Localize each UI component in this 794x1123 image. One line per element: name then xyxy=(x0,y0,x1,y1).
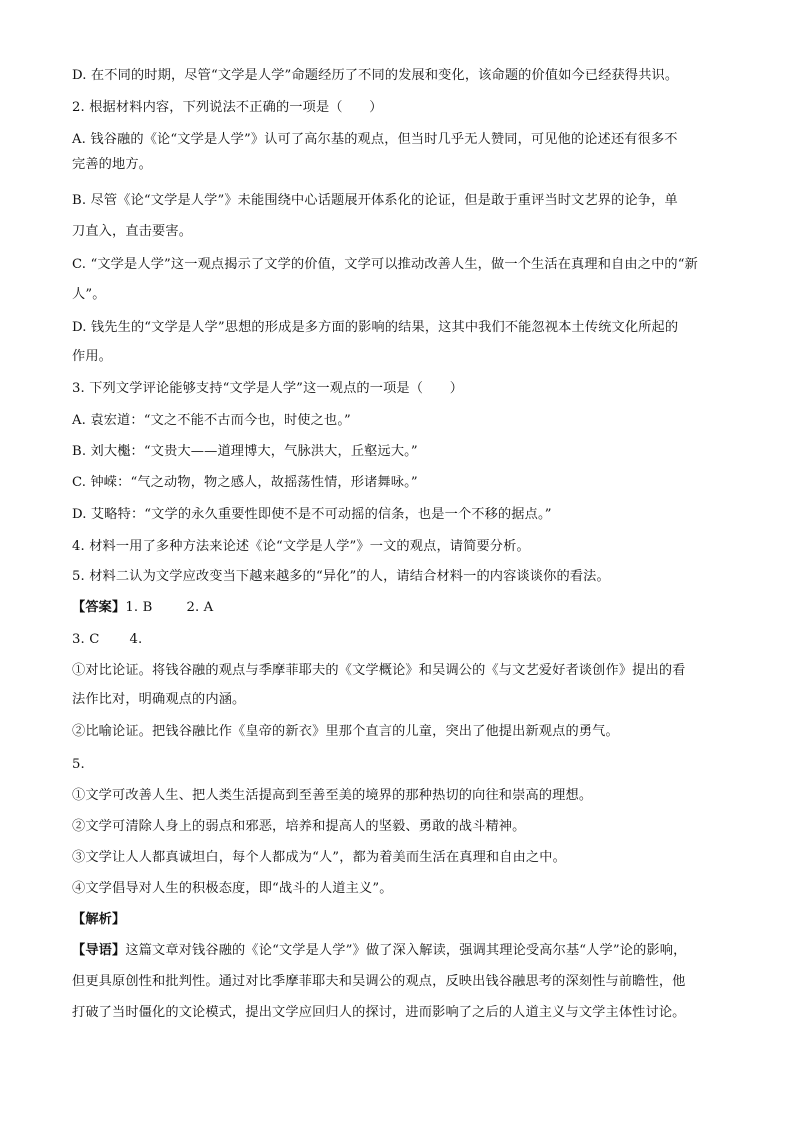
option-2b: B. 尽管《论“文学是人学”》未能围绕中心话题展开体系化的论证，但是敢于重评当时文艺界的论争，单 xyxy=(72,193,678,208)
answer-5-point-1: ①文学可改善人生、把人类生活提高到至善至美的境界的那种热切的向往和崇高的理想。 xyxy=(72,788,593,803)
guide-line-1 xyxy=(72,941,722,961)
question-2: 2. 根据材料内容，下列说法不正确的一项是（ ） xyxy=(72,100,383,115)
answer-5-point-3: ③文学让人人都真诚坦白，每个人都成为“人”，都为着美而生活在真理和自由之中。 xyxy=(72,850,566,865)
answer-line-1 xyxy=(72,598,722,618)
guide-tag: 【导语】 xyxy=(72,943,126,958)
option-2d-cont: 作用。 xyxy=(72,349,113,364)
answer-2: 2. A xyxy=(186,600,214,615)
answer-tag: 【答案】 xyxy=(72,600,126,615)
answer-5-point-2: ②文学可清除人身上的弱点和邪恶，培养和提高人的坚毅、勇敢的战斗精神。 xyxy=(72,819,526,834)
option-3b: B. 刘大櫆：“文贵大——道理博大，气脉洪大，丘壑远大。” xyxy=(72,444,418,459)
question-5: 5. 材料二认为文学应改变当下越来越多的“异化”的人，请结合材料一的内容谈谈你的看法。 xyxy=(72,569,610,584)
option-2a-cont: 完善的地方。 xyxy=(72,157,153,172)
answer-4-point-1: ①对比论证。将钱谷融的观点与季摩菲耶夫的《文学概论》和吴调公的《与文艺爱好者谈创作》提出的看 xyxy=(72,663,686,678)
answer-4-label: 4. xyxy=(129,632,143,647)
question-4: 4. 材料一用了多种方法来论述《论“文学是人学”》一文的观点，请简要分析。 xyxy=(72,539,530,554)
guide-line-3: 打破了当时僵化的文论模式，提出文学应回归人的探讨，进而影响了之后的人道主义与文学主体性讨论。 xyxy=(72,1005,686,1020)
answer-5-label: 5. xyxy=(72,757,85,772)
option-2b-cont: 刀直入，直击要害。 xyxy=(72,224,193,239)
answer-4-point-1-cont: 法作比对，明确观点的内涵。 xyxy=(72,692,246,707)
analysis-heading: 【解析】 xyxy=(72,912,126,927)
option-1d: D. 在不同的时期，尽管“文学是人学”命题经历了不同的发展和变化，该命题的价值如今已经获得共识。 xyxy=(72,68,679,83)
answer-4-point-2: ②比喻论证。把钱谷融比作《皇帝的新衣》里那个直言的儿童，突出了他提出新观点的勇气。 xyxy=(72,724,619,739)
answer-line-2 xyxy=(72,630,722,650)
option-2d: D. 钱先生的“文学是人学”思想的形成是多方面的影响的结果，这其中我们不能忽视本土传统文化所起的 xyxy=(72,320,679,335)
answer-1: 1. B xyxy=(125,600,153,615)
option-2c-cont: 人”。 xyxy=(72,287,106,302)
answer-3: 3. C xyxy=(72,632,100,647)
option-3d: D. 艾略特：“文学的永久重要性即使不是不可动摇的信条，也是一个不移的据点。” xyxy=(72,507,552,522)
question-3: 3. 下列文学评论能够支持“文学是人学”这一观点的一项是（ ） xyxy=(72,381,464,396)
option-3a: A. 袁宏道：“文之不能不古而今也，时使之也。” xyxy=(72,413,351,428)
guide-line-2: 但更具原创性和批判性。通过对比季摩菲耶夫和吴调公的观点，反映出钱谷融思考的深刻性与前瞻性，他 xyxy=(72,974,686,989)
answer-5-point-4: ④文学倡导对人生的积极态度，即“战斗的人道主义”。 xyxy=(72,881,393,896)
option-3c: C. 钟嵘：“气之动物，物之感人，故摇荡性情，形诸舞咏。” xyxy=(72,475,418,490)
option-2a: A. 钱谷融的《论“文学是人学”》认可了高尔基的观点，但当时几乎无人赞同，可见他的论述还有很多不 xyxy=(72,132,678,147)
guide-text-1: 这篇文章对钱谷融的《论“文学是人学”》做了深入解读，强调其理论受高尔基“人学”论的影响， xyxy=(125,943,687,958)
option-2c: C. “文学是人学”这一观点揭示了文学的价值，文学可以推动改善人生，做一个生活在真理和自由之中的“新 xyxy=(72,257,698,272)
